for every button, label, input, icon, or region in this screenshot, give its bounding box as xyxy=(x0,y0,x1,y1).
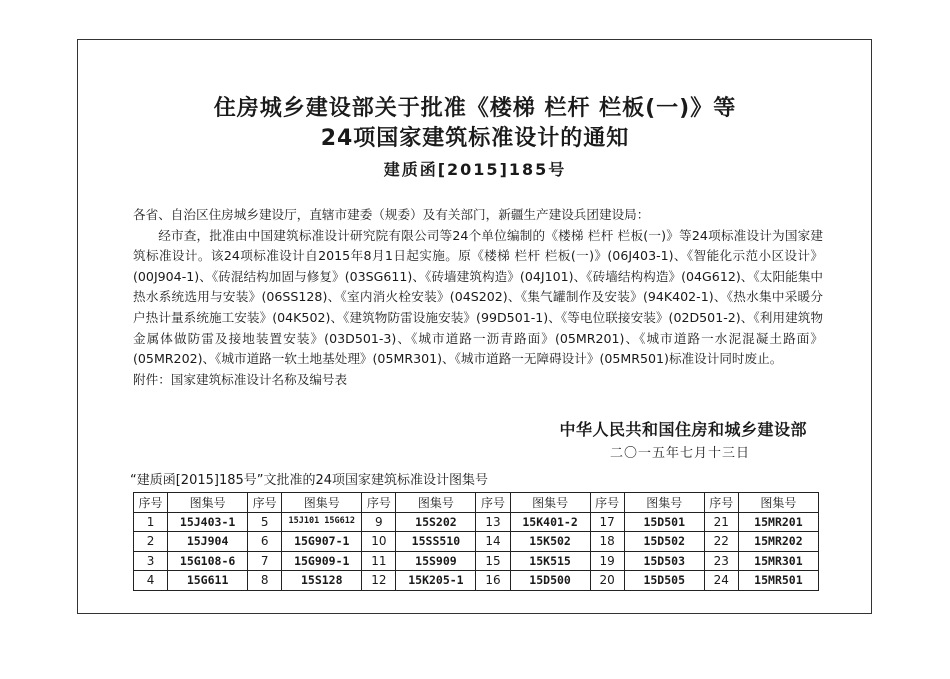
table-cell: 15K205-1 xyxy=(396,571,476,591)
header-cell: 图集号 xyxy=(738,493,818,513)
table-cell: 15MR202 xyxy=(738,532,818,552)
header-cell: 序号 xyxy=(704,493,738,513)
header-cell: 序号 xyxy=(248,493,282,513)
table-cell: 15K502 xyxy=(510,532,590,552)
header-cell: 序号 xyxy=(590,493,624,513)
header-cell: 序号 xyxy=(362,493,396,513)
table-cell: 11 xyxy=(362,551,396,571)
table-cell: 19 xyxy=(590,551,624,571)
table-row xyxy=(134,532,819,552)
table-cell: 12 xyxy=(362,571,396,591)
table-cell: 22 xyxy=(704,532,738,552)
table-row xyxy=(134,551,819,571)
table-cell: 15S202 xyxy=(396,512,476,532)
header-cell: 图集号 xyxy=(396,493,476,513)
table-cell: 4 xyxy=(134,571,168,591)
salutation: 各省、自治区住房城乡建设厅，直辖市建委（规委）及有关部门，新疆生产建设兵团建设局： xyxy=(133,207,650,222)
notice-title-line-1: 住房城乡建设部关于批准《楼梯 栏杆 栏板(一)》等 xyxy=(213,96,737,121)
table-cell: 15G909-1 xyxy=(282,551,362,571)
table-cell: 15D502 xyxy=(624,532,704,552)
header-cell: 序号 xyxy=(476,493,510,513)
table-cell: 8 xyxy=(248,571,282,591)
table-cell: 15K515 xyxy=(510,551,590,571)
table-header-row xyxy=(134,493,819,513)
header-cell: 图集号 xyxy=(510,493,590,513)
issuing-authority: 中华人民共和国住房和城乡建设部 xyxy=(559,420,807,439)
standards-table xyxy=(133,492,819,591)
table-cell: 15G108-6 xyxy=(168,551,248,571)
table-cell: 1 xyxy=(134,512,168,532)
body-paragraph: 经市查，批准由中国建筑标准设计研究院有限公司等24个单位编制的《楼梯 栏杆 栏板(一)》等24项标准设计为国家建筑标准设计。该24项标准设计自2015年8月1日起实施。原《楼梯 栏杆 栏板(一)》(06J403-1)、《智能化示范小区设计》(00J904-1)、《砖混结构加固与修复》(03SG611)、《砖墙建筑构造》(04J101)、《砖墙结构构造》(04G612)、《太阳能集中热水系统选用与安装》(06SS128)、《室内消火栓安装》(04S202)、《集气罐制作及安装》(94K402-1)、《热水集中采暖分户热计量系统施工安装》(04K502)、《建筑物防雷设施安装》(99D501-1)、《等电位联接安装》(02D501-2)、《利用建筑物金属体做防雷及接地装置安装》(03D501-3)、《城市道路一沥青路面》(05MR201)、《城市道路一水泥混凝土路面》(05MR202)、《城市道路一软土地基处理》(05MR301)、《城市道路一无障碍设计》(05MR501)标准设计同时废止。 xyxy=(133,227,823,367)
table-cell: 15G907-1 xyxy=(282,532,362,552)
notice-title-line-2: 24项国家建筑标准设计的通知 xyxy=(320,126,630,151)
table-cell: 15K401-2 xyxy=(510,512,590,532)
header-cell: 图集号 xyxy=(624,493,704,513)
issue-date: 二〇一五年七月十三日 xyxy=(609,446,750,461)
table-cell: 5 xyxy=(248,512,282,532)
header-cell: 图集号 xyxy=(282,493,362,513)
table-cell: 24 xyxy=(704,571,738,591)
table-cell: 15 xyxy=(476,551,510,571)
table-cell: 15S128 xyxy=(282,571,362,591)
table-caption: “建质函[2015]185号”文批准的24项国家建筑标准设计图集号 xyxy=(130,473,489,488)
table-cell: 15S909 xyxy=(396,551,476,571)
table-cell: 6 xyxy=(248,532,282,552)
table-cell: 20 xyxy=(590,571,624,591)
table-cell: 18 xyxy=(590,532,624,552)
table-cell: 3 xyxy=(134,551,168,571)
header-cell: 序号 xyxy=(134,493,168,513)
table-row xyxy=(134,512,819,532)
table-cell: 10 xyxy=(362,532,396,552)
document-number: 建质函[2015]185号 xyxy=(383,160,567,179)
table-cell: 15MR201 xyxy=(738,512,818,532)
table-cell: 23 xyxy=(704,551,738,571)
attachment-note: 附件：国家建筑标准设计名称及编号表 xyxy=(133,371,348,387)
table-cell: 15D501 xyxy=(624,512,704,532)
table-cell: 15J904 xyxy=(168,532,248,552)
table-cell: 15D505 xyxy=(624,571,704,591)
header-cell: 图集号 xyxy=(168,493,248,513)
table-cell: 15SS510 xyxy=(396,532,476,552)
table-cell: 15D500 xyxy=(510,571,590,591)
table-row xyxy=(134,571,819,591)
table-cell: 14 xyxy=(476,532,510,552)
notice-body xyxy=(133,205,823,390)
table-cell: 13 xyxy=(476,512,510,532)
table-cell: 15MR501 xyxy=(738,571,818,591)
table-cell: 17 xyxy=(590,512,624,532)
table-cell: 21 xyxy=(704,512,738,532)
table-cell: 9 xyxy=(362,512,396,532)
table-cell: 15J403-1 xyxy=(168,512,248,532)
table-cell: 7 xyxy=(248,551,282,571)
table-cell: 15D503 xyxy=(624,551,704,571)
table-cell: 15G611 xyxy=(168,571,248,591)
table-cell: 16 xyxy=(476,571,510,591)
table-cell: 15J101 15G612 xyxy=(282,512,362,532)
table-cell: 2 xyxy=(134,532,168,552)
table-cell: 15MR301 xyxy=(738,551,818,571)
